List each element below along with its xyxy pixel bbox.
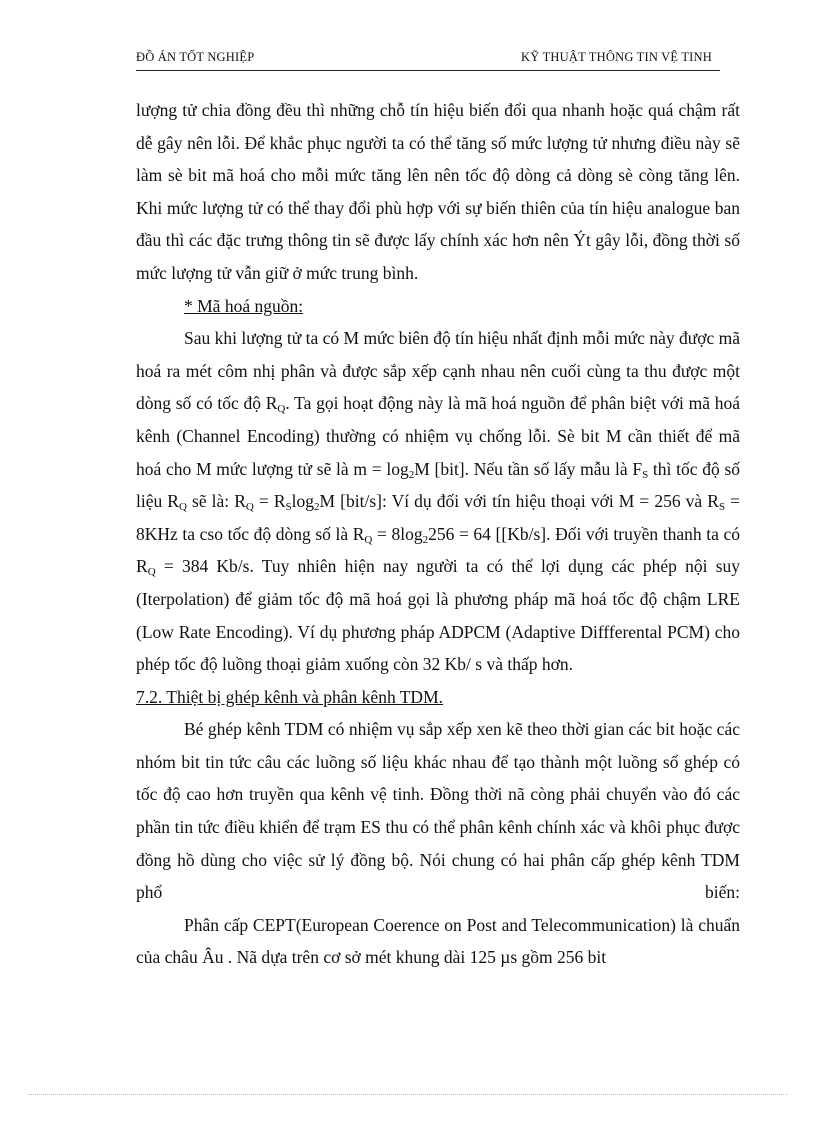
- paragraph-tdm: Bé ghép kênh TDM có nhiệm vụ sắp xếp xen kẽ theo thời gian các bit hoặc các nhóm bit tin tức câu các luồng số liệu khác nhau để tạo thành một luồng số ghép có tốc độ cao hơn truyền qua kênh vệ tinh. Đồng thời nã còng phải chuyển vào đó các phần tin tức điều khiển để trạm ES thu có thể phân kênh chính xác và khôi phục được đồng hồ dùng cho việc sử lý đồng bộ. Nói chung có hai phân cấp ghép kênh TDM phổ biến:: [136, 719, 740, 903]
- footer-divider: [28, 1094, 788, 1095]
- section-heading-tdm: 7.2. Thiệt bị ghép kênh và phân kênh TDM.: [136, 686, 444, 707]
- source-coding-heading: * Mã hoá nguồn:: [184, 295, 304, 316]
- header-left-title: ĐỒ ÁN TỐT NGHIỆP: [136, 50, 255, 64]
- paragraph-quantization: lượng tử chia đồng đều thì những chỗ tín hiệu biến đổi qua nhanh hoặc quá chậm rất dễ gây nên lỗi. Để khắc phục người ta có thể tăng số mức lượng tử nhưng điều này sẽ làm sè bit mã hoá cho mỗi mức tăng lên nên tốc độ dòng cả dòng sè còng tăng lên. Khi mức lượng tử có thể thay đổi phù hợp với sự biến thiên của tín hiệu analogue ban đầu thì các đặc trưng thông tin sẽ được lấy chính xác hơn nên Ýt gây lỗi, đồng thời số mức lượng tử vẫn giữ ở mức trung bình.: [136, 100, 740, 283]
- page-header: [136, 44, 720, 71]
- paragraph-cept: Phân cấp CEPT(European Coerence on Post and Telecommunication) là chuẩn của châu Âu . Nã dựa trên cơ sở mét khung dài 125 µs gồm 256 bit: [136, 914, 740, 968]
- document-body: [136, 94, 740, 974]
- header-right-title: KỸ THUẬT THÔNG TIN VỆ TINH: [521, 50, 712, 64]
- paragraph-source-coding: Sau khi lượng tử ta có M mức biên độ tín hiệu nhất định mỗi mức này được mã hoá ra mét côm nhị phân và được sắp xếp cạnh nhau nên cuối cùng ta thu được một dòng số có tốc độ $R_Q$. Ta gọi hoạt động này là mã hoá nguồn để phân biệt với mã hoá kênh (Channel Encoding) thường có nhiệm vụ chống lỗi. Sè bit M cần thiết để mã hoá cho M mức lượng tử sẽ là $m = \log_2M$ [bit]. Nếu tần số lấy mẫu là $F_S$ thì tốc độ số liệu $R_Q$ sẽ là: $R_Q = R_S\log_2M$ [bit/s]: Ví dụ đối với tín hiệu thoại với M = 256 và $R_S = 8KHz$ ta cso tốc độ dòng số là $R_Q = 8\log_2256 = 64$ [[Kb/s]. Đối với truyền thanh ta có $R_Q = 384$ Kb/s. Tuy nhiên hiện nay người ta có thể lợi dụng các phép nội suy (Iterpolation) để giảm tốc độ mã hoá gọi là phương pháp mã hoá tốc độ chậm LRE (Low Rate Encoding). Ví dụ phương pháp ADPCM (Adaptive Diffferental PCM) cho phép tốc độ luồng thoại giảm xuống còn 32 Kb/ s và thấp hơn.: [136, 328, 741, 675]
